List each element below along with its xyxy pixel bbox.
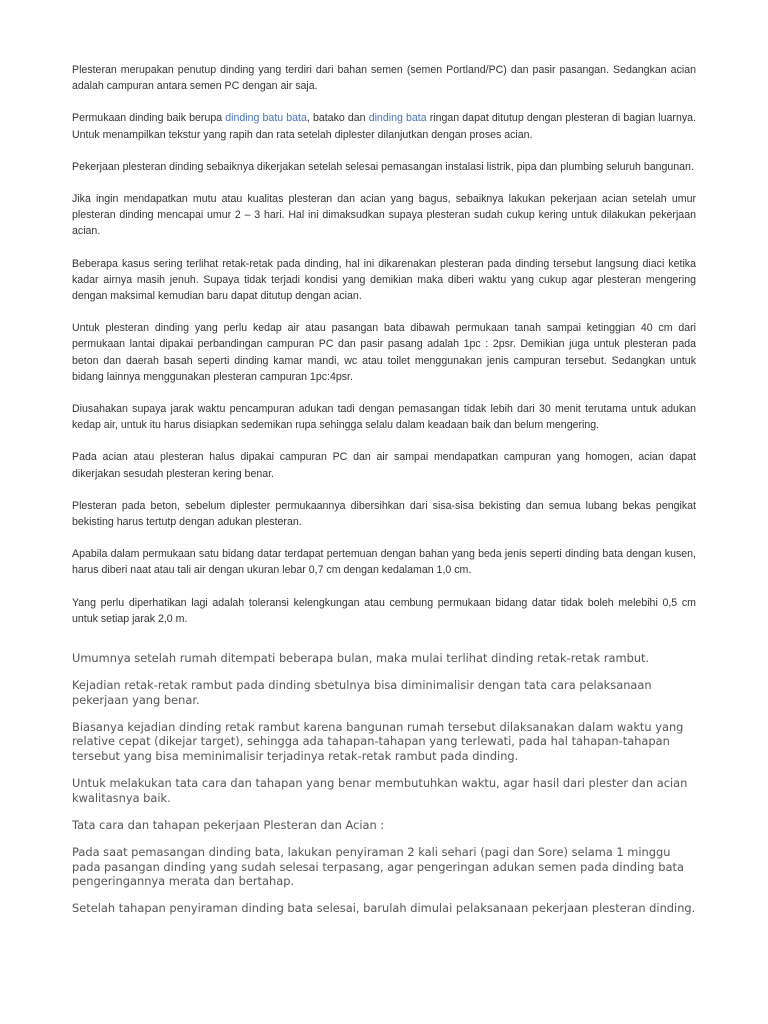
paragraph-text: ringan dapat ditutup dengan plesteran di bagian luarnya. Untuk menampilkan tekstur yang rapih dan rata setelah diplester dilanjutkan dengan proses acian. <box>72 112 696 141</box>
paragraph: Pada acian atau plesteran halus dipakai campuran PC dan air sampai mendapatkan campuran yang homogen, acian dapat dikerjakan sesudah plesteran kering benar. <box>72 451 696 480</box>
paragraph <box>72 110 696 142</box>
article-section-plesteran <box>72 0 696 627</box>
paragraph: Yang perlu diperhatikan lagi adalah toleransi kelengkungan atau cembung permukaan bidang datar tidak boleh melebihi 0,5 cm untuk setiap jarak 2,0 m. <box>72 596 696 625</box>
paragraph: Pekerjaan plesteran dinding sebaiknya dikerjakan setelah selesai pemasangan instalasi listrik, pipa dan plumbing seluruh bangunan. <box>72 160 694 173</box>
paragraph: Beberapa kasus sering terlihat retak-retak pada dinding, hal ini dikarenakan plesteran pada dinding tersebut langsung diaci ketika kadar airnya masih jenuh. Supaya tidak terjadi kondisi yang demikian maka diberi waktu yang cukup agar plesteran mengering dengan maksimal kemudian baru dapat ditutup dengan acian. <box>72 257 696 303</box>
paragraph: Apabila dalam permukaan satu bidang datar terdapat pertemuan dengan bahan yang beda jenis seperti dinding bata dengan kusen, harus diberi naat atau tali air dengan ukuran lebar 0,7 cm dengan kedalaman 1,0 cm. <box>72 548 696 577</box>
link-dinding-batu-bata[interactable]: dinding batu bata <box>225 112 307 125</box>
paragraph: Setelah tahapan penyiraman dinding bata selesai, barulah dimulai pelaksanaan pekerjaan plesteran dinding. <box>72 901 696 916</box>
paragraph: Untuk melakukan tata cara dan tahapan yang benar membutuhkan waktu, agar hasil dari plester dan acian kwalitasnya baik. <box>72 776 688 805</box>
paragraph: Pada saat pemasangan dinding bata, lakukan penyiraman 2 kali sehari (pagi dan Sore) selama 1 minggu pada pasangan dinding yang sudah selesai terpasang, agar pengeringan adukan semen pada dinding bata pengeringannya merata dan bertahap. <box>72 844 684 889</box>
paragraph: Diusahakan supaya jarak waktu pencampuran adukan tadi dengan pemasangan tidak lebih dari 30 menit terutama untuk adukan kedap air, untuk itu harus disiapkan sedemikan rupa sehingga selalu dalam keadaan baik dan belum mengering. <box>72 403 696 432</box>
paragraph-text: , batako dan <box>306 112 369 125</box>
paragraph: Kejadian retak-retak rambut pada dinding sbetulnya bisa diminimalisir dengan tata cara pelaksanaan pekerjaan yang benar. <box>72 678 652 707</box>
paragraph: Plesteran merupakan penutup dinding yang terdiri dari bahan semen (semen Portland/PC) dan pasir pasangan. Sedangkan acian adalah campuran antara semen PC dengan air saja. <box>72 64 696 93</box>
paragraph: Plesteran pada beton, sebelum diplester permukaannya dibersihkan dari sisa-sisa bekisting dan semua lubang bekas pengikat bekisting harus tertutp dengan adukan plesteran. <box>72 499 696 529</box>
link-dinding-bata[interactable]: dinding bata <box>368 112 427 125</box>
paragraph: Biasanya kejadian dinding retak rambut karena bangunan rumah tersebut dilaksanakan dalam waktu yang relative cepat (dikejar target), sehingga ada tahapan-tahapan yang terlewati, pada hal tahapan-tahapan tersebut yang bisa meminimalisir terjadinya retak-retak rambut pada dinding. <box>72 719 684 764</box>
article-section-retak-rambut <box>72 651 696 916</box>
paragraph: Untuk plesteran dinding yang perlu kedap air atau pasangan bata dibawah permukaan tanah sampai ketinggian 40 cm dari permukaan lantai dipakai perbandingan campuran PC dan pasir pasang adalah 1pc : 2psr. Demikian juga untuk plesteran pada beton dan daerah basah seperti dinding kamar mandi, wc atau toilet menggunakan jenis campuran tersebut. Sedangkan untuk bidang lainnya menggunakan plesteran campuran 1pc:4psr. <box>72 322 696 383</box>
paragraph: Jika ingin mendapatkan mutu atau kualitas plesteran dan acian yang bagus, sebaiknya lakukan pekerjaan acian setelah umur plesteran dinding mencapai umur 2 – 3 hari. Hal ini dimaksudkan supaya plesteran sudah cukup kering untuk dilakukan pekerjaan acian. <box>72 193 696 238</box>
document-page <box>72 0 696 928</box>
paragraph: Tata cara dan tahapan pekerjaan Plesteran dan Acian : <box>72 817 385 832</box>
paragraph: Umumnya setelah rumah ditempati beberapa bulan, maka mulai terlihat dinding retak-retak rambut. <box>72 651 650 666</box>
paragraph-text: Permukaan dinding baik berupa <box>72 112 226 125</box>
